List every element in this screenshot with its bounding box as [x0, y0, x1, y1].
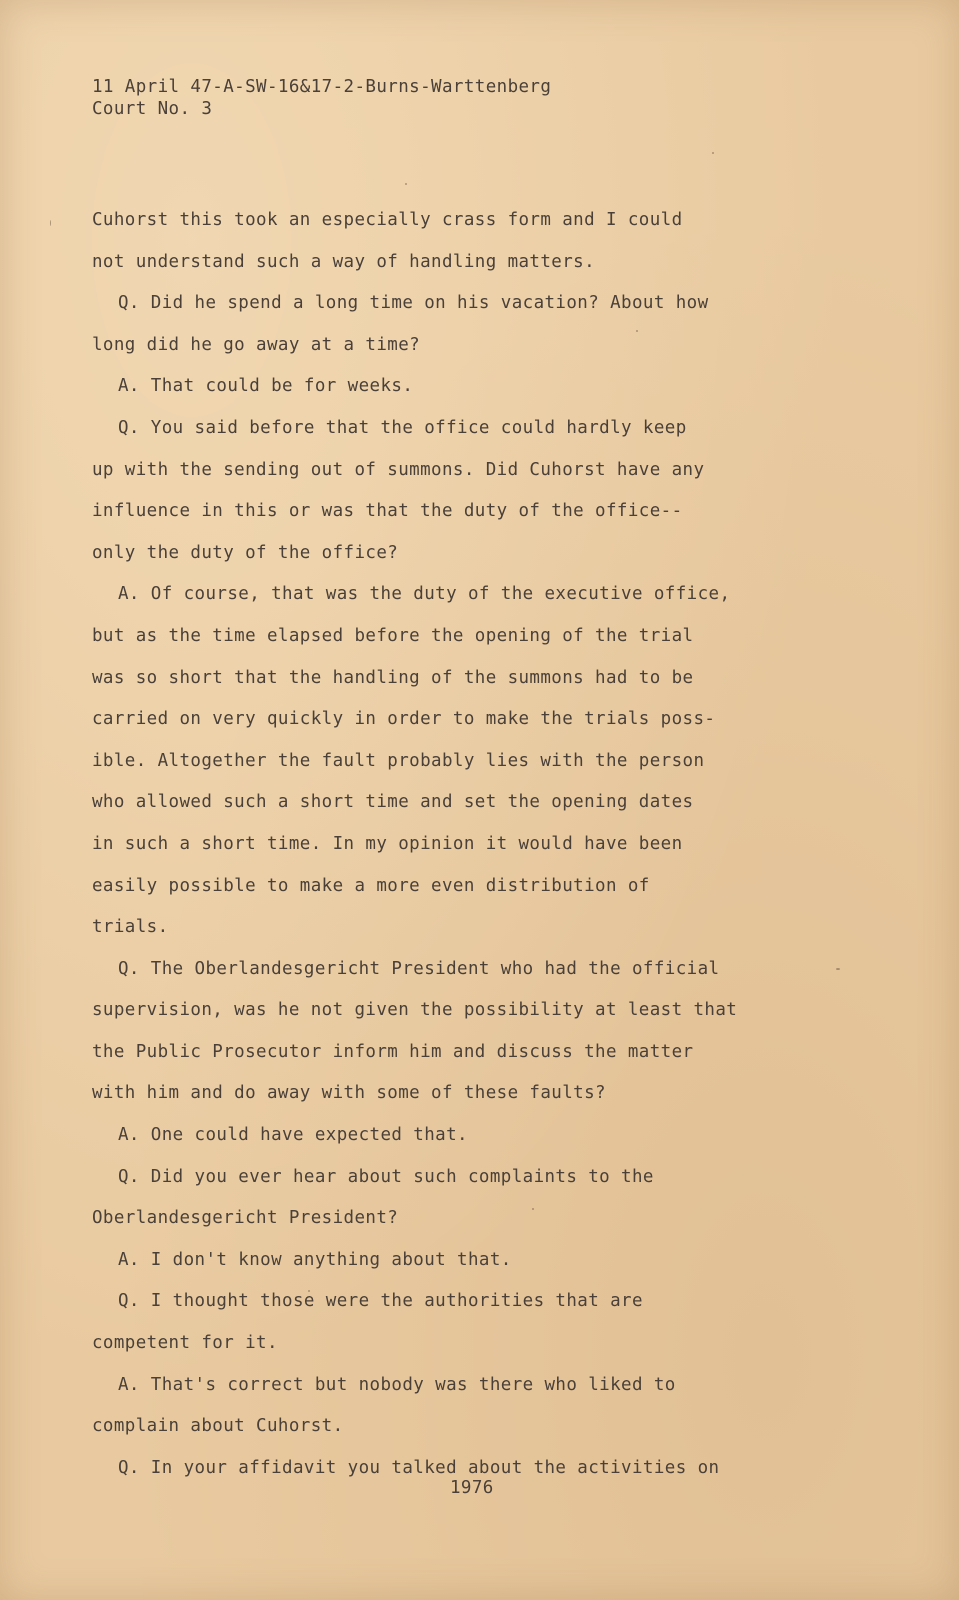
transcript-line: up with the sending out of summons. Did Cuhorst have any [92, 459, 705, 480]
transcript-line: easily possible to make a more even distribution of [92, 875, 650, 896]
paper-speck [50, 220, 51, 226]
document-header [92, 76, 551, 120]
paper-speck [532, 1208, 534, 1210]
transcript-line: competent for it. [92, 1333, 278, 1354]
transcript-line: Q. Did he spend a long time on his vacation? About how [118, 293, 709, 314]
transcript-line: carried on very quickly in order to make the trials poss- [92, 709, 716, 730]
paper-speck [308, 1290, 310, 1292]
page-number: 1976 [450, 1478, 494, 1498]
header-court: Court No. 3 [92, 99, 213, 119]
header-reference: 11 April 47-A-SW-16&17-2-Burns-Warttenberg [92, 77, 552, 97]
transcript-line: Q. You said before that the office could hardly keep [118, 417, 687, 438]
transcript-line: only the duty of the office? [92, 542, 399, 563]
transcript-line: trials. [92, 917, 169, 938]
transcript-line: A. That's correct but nobody was there who liked to [118, 1374, 676, 1395]
transcript-line: Q. Did you ever hear about such complaints to the [118, 1166, 654, 1187]
transcript-line: ible. Altogether the fault probably lies with the person [92, 750, 705, 771]
transcript-line: influence in this or was that the duty of the office-- [92, 501, 683, 522]
transcript-line: A. One could have expected that. [118, 1125, 468, 1146]
transcript-line: Oberlandesgericht President? [92, 1208, 399, 1229]
transcript-line: supervision, was he not given the possibility at least that [92, 1000, 738, 1021]
transcript-line: who allowed such a short time and set the opening dates [92, 792, 694, 813]
paper-speck [836, 968, 840, 970]
transcript-line: Q. The Oberlandesgericht President who had the official [118, 958, 720, 979]
transcript-line: complain about Cuhorst. [92, 1416, 344, 1437]
transcript-line: in such a short time. In my opinion it would have been [92, 833, 683, 854]
transcript-line: Q. I thought those were the authorities that are [118, 1291, 643, 1312]
transcript-line: was so short that the handling of the summons had to be [92, 667, 694, 688]
transcript-body [92, 200, 922, 1489]
transcript-line: A. I don't know anything about that. [118, 1249, 512, 1270]
transcript-line: with him and do away with some of these faults? [92, 1083, 606, 1104]
transcript-line: Q. In your affidavit you talked about the activities on [118, 1457, 720, 1478]
transcript-line: A. That could be for weeks. [118, 376, 414, 397]
transcript-line: A. Of course, that was the duty of the executive office, [118, 584, 731, 605]
transcript-line: not understand such a way of handling matters. [92, 251, 596, 272]
transcript-line: long did he go away at a time? [92, 334, 421, 355]
transcript-line: the Public Prosecutor inform him and discuss the matter [92, 1041, 694, 1062]
paper-speck [712, 152, 714, 154]
transcript-line: Cuhorst this took an especially crass form and I could [92, 210, 683, 230]
transcript-line: but as the time elapsed before the opening of the trial [92, 625, 694, 646]
paper-speck [405, 183, 407, 185]
paper-speck [636, 330, 638, 332]
